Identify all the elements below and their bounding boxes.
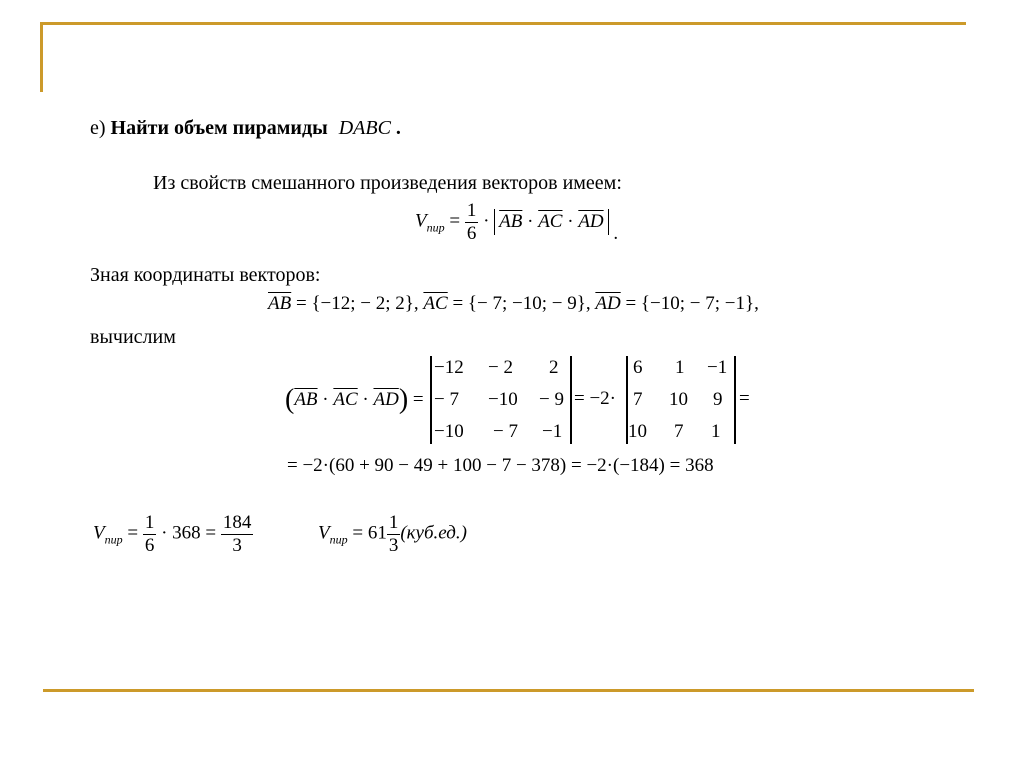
triple-product: $(\overline{AB} \cdot \overline{AC} \cdot \overline{AD})$ =	[285, 384, 424, 415]
matrix1-left-bar	[430, 356, 432, 444]
task-title: е) Найти объем пирамиды DABC .	[90, 117, 401, 139]
volume-formula: $V_{пир}$ = $\frac{1}{6}$ · $\overline{AB} \cdot \overline{AC} \cdot \overline{AD}$ .	[415, 200, 619, 244]
abs-bars: $\overline{AB} \cdot \overline{AC} \cdot \overline{AD}$	[494, 209, 608, 235]
volume-result-fraction: $V_{пир}$ = $\frac{1}{6}$ · 368 = $\frac{184}{3}$	[93, 512, 252, 556]
det-expansion: = −2·(60 + 90 − 49 + 100 − 7 − 378) = −2·(−184) = 368	[287, 455, 714, 476]
frame-bottom-line	[43, 689, 974, 692]
matrix2-right-bar	[734, 356, 736, 444]
det-factor: = −2·	[574, 388, 617, 409]
frame-top-line	[40, 22, 966, 25]
volume-result-mixed: $V_{пир} = 61$ $\frac{1}{3}$ (куб.ед.)	[318, 512, 467, 556]
coords-formula: $\overline{AB} = \{-12$; − 2; 2}, $\overline{AC}$ = {− 7; −10; − 9}, $\overline{AD} = \{-10$; − 7; −1},	[268, 293, 759, 314]
matrix1-right-bar	[570, 356, 572, 444]
fraction-one-sixth: $\frac{1}{6}$	[466, 200, 477, 244]
frame-left-line	[40, 22, 43, 92]
coords-label: Зная координаты векторов:	[90, 264, 321, 286]
compute-label: вычислим	[90, 326, 176, 348]
intro-text: Из свойств смешанного произведения векторов имеем:	[153, 172, 622, 194]
det-tail-eq: =	[739, 388, 750, 409]
